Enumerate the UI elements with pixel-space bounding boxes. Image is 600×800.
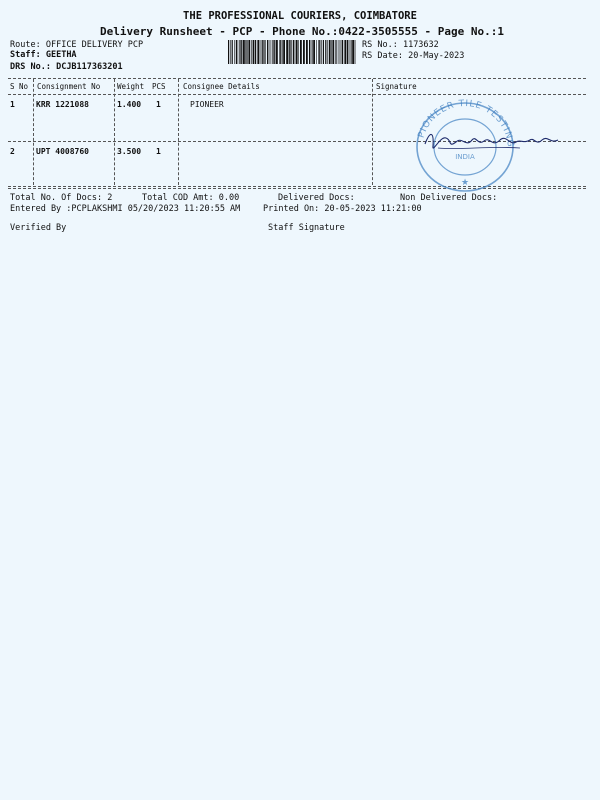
barcode-bar — [251, 40, 252, 64]
staff-signature-label: Staff Signature — [268, 223, 345, 233]
verified-by: Verified By — [10, 223, 67, 233]
drs-label: DRS No.: — [10, 62, 51, 72]
barcode-bar — [341, 40, 342, 64]
barcode-bar — [298, 40, 299, 64]
header-pcs: PCS — [152, 82, 166, 91]
stamp-ring-text: PIONEER TILE TESTING — [416, 98, 516, 149]
barcode-bar — [344, 40, 346, 64]
barcode-bar — [228, 40, 229, 64]
barcode-bar — [352, 40, 354, 64]
barcode-bar — [349, 40, 350, 64]
barcode-bar — [316, 40, 317, 64]
total-docs: Total No. Of Docs: 2 — [10, 193, 113, 203]
barcode-bar — [303, 40, 305, 64]
barcode-bar — [267, 40, 268, 64]
barcode-bar — [323, 40, 324, 64]
entered-by: Entered By :PCPLAKSHMI 05/20/2023 11:20:55 AM — [10, 204, 241, 214]
barcode-bar — [234, 40, 235, 64]
header-consignee: Consignee Details — [183, 82, 260, 91]
handwritten-signature — [420, 126, 570, 156]
header-consignment: Consignment No — [37, 82, 101, 91]
barcode-bar — [269, 40, 270, 64]
row-sno: 1 — [10, 100, 15, 109]
barcode-bar — [331, 40, 332, 64]
rs-no-value: 1173632 — [402, 40, 439, 50]
barcode-bar — [262, 40, 263, 64]
barcode-bar — [271, 40, 272, 64]
barcode-bar — [325, 40, 326, 64]
barcode-bar — [338, 40, 339, 64]
barcode-bar — [230, 40, 231, 64]
barcode-bar — [255, 40, 256, 64]
col-divider — [178, 79, 179, 185]
barcode-bar — [306, 40, 308, 64]
barcode-bar — [309, 40, 310, 64]
barcode-bar — [311, 40, 312, 64]
barcode-bar — [347, 40, 348, 64]
barcode-bar — [290, 40, 291, 64]
row-consignee: PIONEER — [190, 100, 224, 109]
barcode-bar — [296, 40, 298, 64]
barcode-bar — [350, 40, 351, 64]
barcode-bar — [351, 40, 352, 64]
barcode-bar — [295, 40, 296, 64]
svg-text:★: ★ — [460, 178, 470, 188]
company-title: THE PROFESSIONAL COURIERS, COIMBATORE — [183, 10, 417, 22]
row-weight: 3.500 — [117, 147, 142, 156]
barcode-bar — [241, 40, 242, 64]
barcode-bar — [318, 40, 319, 64]
barcode-bar — [247, 40, 248, 64]
printed-on: Printed On: 20-05-2023 11:21:00 — [263, 204, 422, 214]
rs-no-line — [362, 40, 439, 50]
barcode-bar — [293, 40, 294, 64]
barcode-bar — [239, 40, 240, 64]
route-line — [10, 40, 143, 50]
barcode-bar — [238, 40, 239, 64]
staff-value: GEETHA — [45, 50, 77, 60]
barcode-bar — [313, 40, 315, 64]
col-divider — [114, 79, 115, 185]
row-pcs: 1 — [156, 147, 161, 156]
total-cod: Total COD Amt: 0.00 — [142, 193, 240, 203]
route-value: OFFICE DELIVERY PCP — [45, 40, 144, 50]
barcode-bar — [272, 40, 273, 64]
barcode-bar — [232, 40, 233, 64]
barcode-bar — [265, 40, 266, 64]
table-header-rule — [8, 94, 586, 95]
barcode-bar — [327, 40, 328, 64]
table-top-rule — [8, 78, 586, 79]
barcode-bar — [282, 40, 283, 64]
row-sno: 2 — [10, 147, 15, 156]
barcode-bar — [280, 40, 281, 64]
row-weight: 1.400 — [117, 100, 142, 109]
barcode-bar — [257, 40, 259, 64]
barcode-bar — [253, 40, 255, 64]
barcode-bar — [263, 40, 264, 64]
barcode-bar — [260, 40, 261, 64]
barcode-bar — [342, 40, 343, 64]
barcode-bar — [332, 40, 334, 64]
barcode-bar — [321, 40, 322, 64]
header-weight: Weight — [117, 82, 145, 91]
non-delivered-docs: Non Delivered Docs: — [400, 193, 498, 203]
barcode-bar — [335, 40, 336, 64]
staff-label: Staff: — [10, 50, 41, 60]
barcode-bar — [329, 40, 331, 64]
header-sno: S No — [10, 82, 29, 91]
staff-line — [10, 50, 77, 60]
barcode-bar — [300, 40, 302, 64]
delivered-docs: Delivered Docs: — [278, 193, 355, 203]
barcode-bar — [236, 40, 237, 64]
barcode-image — [228, 40, 356, 64]
row-pcs: 1 — [156, 100, 161, 109]
row-consignment: UPT 4008760 — [36, 147, 89, 156]
barcode-bar — [279, 40, 280, 64]
barcode-bar — [243, 40, 245, 64]
col-divider — [33, 79, 34, 185]
col-divider — [372, 79, 373, 185]
header-signature: Signature — [376, 82, 417, 91]
rs-date-value: 20-May-2023 — [408, 51, 465, 61]
drs-line — [10, 62, 123, 72]
barcode-bar — [274, 40, 275, 64]
barcode-bar — [248, 40, 250, 64]
barcode-bar — [283, 40, 285, 64]
rs-date-line — [362, 51, 464, 61]
barcode-bar — [245, 40, 246, 64]
barcode-bar — [276, 40, 278, 64]
barcode-bar — [286, 40, 288, 64]
rs-date-label: RS Date: — [362, 51, 403, 61]
row-consignment: KRR 1221088 — [36, 100, 89, 109]
barcode-bar — [319, 40, 320, 64]
barcode-bar — [355, 40, 356, 64]
barcode-bar — [289, 40, 290, 64]
runsheet-subtitle: Delivery Runsheet - PCP - Phone No.:0422-3505555 - Page No.:1 — [100, 25, 504, 38]
route-label: Route: — [10, 40, 41, 50]
drs-value: DCJB117363201 — [56, 62, 123, 72]
stamp-center-text: INDIA — [455, 153, 475, 161]
barcode-bar — [340, 40, 341, 64]
barcode-bar — [312, 40, 313, 64]
rs-no-label: RS No.: — [362, 40, 398, 50]
